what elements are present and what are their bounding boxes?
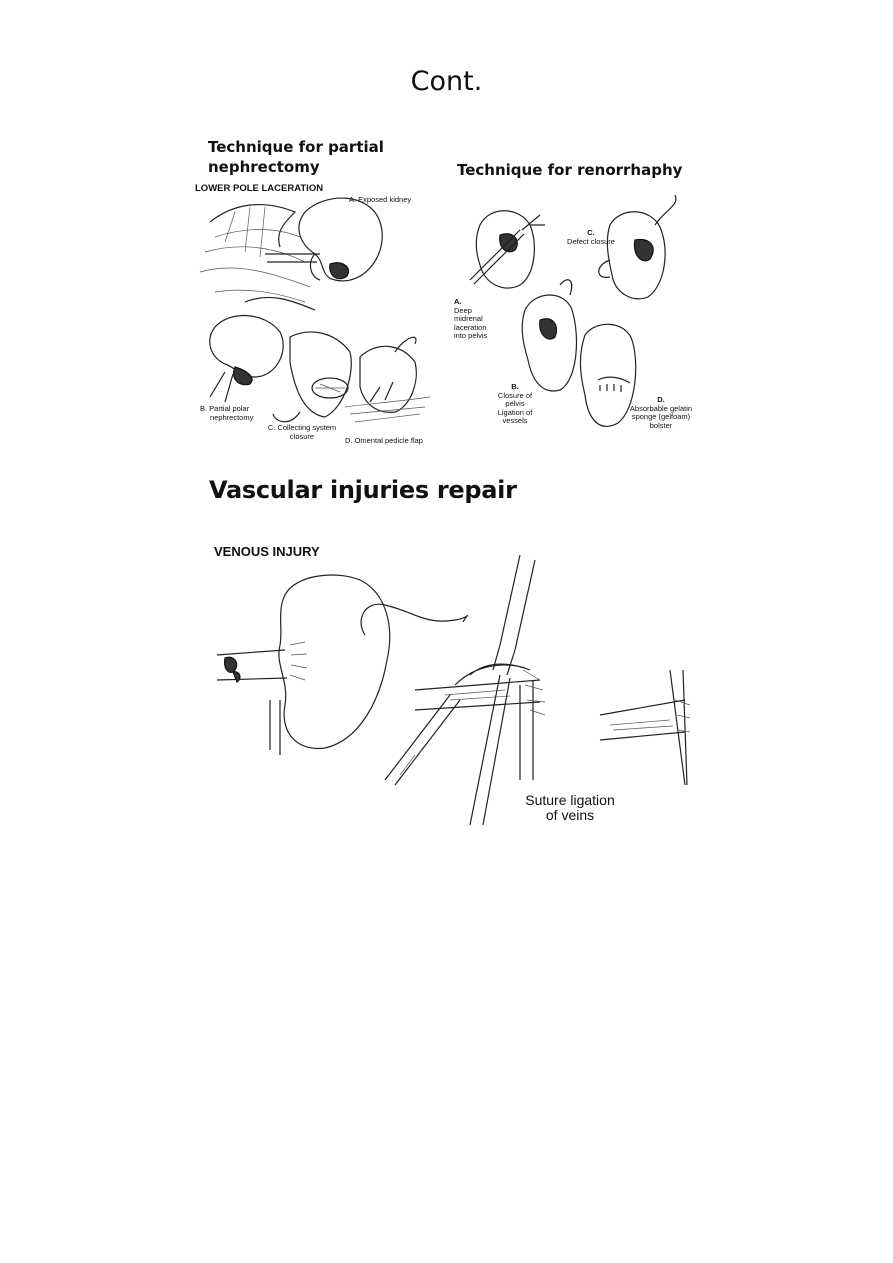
- suture-ligation-caption: [515, 793, 625, 823]
- label-c-letter: C.: [587, 228, 595, 237]
- label-a-letter: A.: [454, 297, 462, 306]
- label-a-line1: Deep: [454, 305, 472, 315]
- omental-pedicle-flap-label: D. Omental pedicle flap: [345, 436, 423, 445]
- label-c-line2: closure: [289, 431, 315, 441]
- label-a-line4: into pelvis: [454, 331, 488, 340]
- partial-nephrectomy-heading: [208, 137, 384, 177]
- label-b-line1: B. Partial polar: [200, 404, 250, 413]
- label-a-line2: midrenal: [454, 314, 483, 323]
- label-d-letter: D.: [657, 395, 665, 404]
- renorrhaphy-label-c: [566, 229, 616, 246]
- lower-pole-laceration-label: LOWER POLE LACERATION: [195, 183, 324, 194]
- renorrhaphy-label-a: [454, 298, 487, 341]
- label-b-line2: pelvis: [505, 399, 525, 408]
- partial-nephrectomy-heading-line1: Technique for partial: [208, 138, 384, 156]
- caption-line2: of veins: [545, 807, 595, 823]
- label-b-line4: vessels: [502, 416, 528, 425]
- venous-injury-label: VENOUS INJURY: [214, 544, 320, 559]
- renorrhaphy-label-d: [628, 396, 694, 430]
- partial-nephrectomy-heading-line2: nephrectomy: [208, 158, 320, 176]
- label-c-line1: Defect closure: [567, 236, 615, 246]
- label-b-line3: Ligation of: [497, 407, 533, 417]
- partial-polar-nephrectomy-label: [200, 405, 253, 422]
- renorrhaphy-heading: Technique for renorrhaphy: [457, 161, 683, 179]
- label-c-line1: C. Collecting system: [267, 423, 337, 432]
- caption-line1: Suture ligation: [525, 792, 615, 808]
- renorrhaphy-label-b: [495, 383, 535, 426]
- label-a-line3: laceration: [454, 322, 487, 332]
- vascular-injuries-heading: Vascular injuries repair: [209, 476, 517, 504]
- exposed-kidney-label: A. Exposed kidney: [349, 195, 412, 204]
- label-d-line2: sponge (gelfoam): [631, 412, 691, 421]
- collecting-system-closure-label: [257, 424, 347, 441]
- label-b-letter: B.: [511, 382, 519, 391]
- label-b-line1: Closure of: [497, 390, 533, 400]
- label-d-line3: bolster: [649, 420, 673, 430]
- venous-injury-illustration: [215, 550, 690, 830]
- label-d-line1: Absorbable gelatin: [629, 403, 693, 413]
- label-b-line2: nephrectomy: [210, 412, 254, 422]
- page-title: Cont.: [410, 66, 483, 97]
